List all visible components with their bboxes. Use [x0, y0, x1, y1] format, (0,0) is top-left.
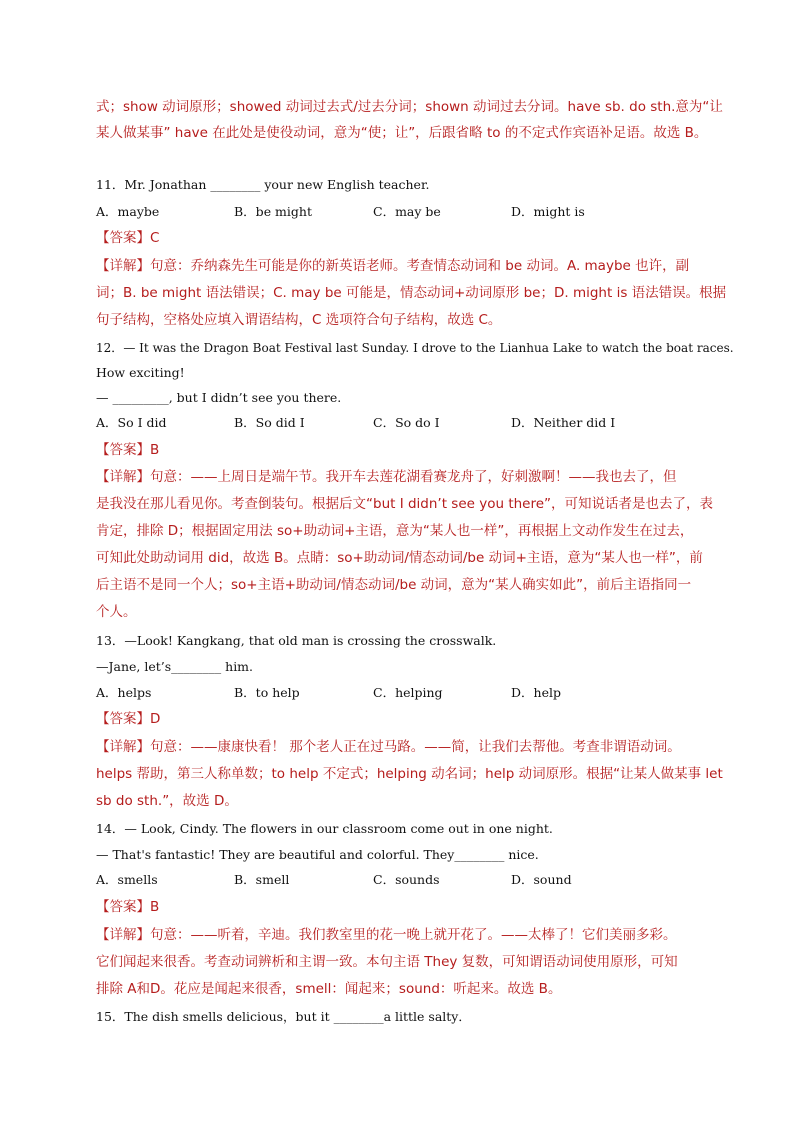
- option-d: D．might is: [511, 204, 585, 219]
- question-14-stem: 14．— Look, Cindy. The flowers in our classroom come out in one night.: [96, 821, 553, 836]
- explanation-line: 排除 A和D。花应是闻起来很香，smell：闻起来；sound：听起来。故选 B。: [96, 981, 562, 997]
- explanation-line: 【详解】句意：——康康快看！ 那个老人正在过马路。——简，让我们去帮他。考查非谓语动词。: [96, 739, 681, 755]
- option-c: C．sounds: [373, 872, 440, 887]
- question-15-stem: 15．The dish smells delicious，but it ________a little salty．: [96, 1009, 471, 1024]
- option-d: D．Neither did I: [511, 415, 616, 430]
- option-a: A．helps: [96, 685, 152, 700]
- explanation-line: 后主语不是同一个人；so+主语+助动词/情态动词/be 动词，意为“某人确实如此”，前后主语指同一: [96, 577, 692, 593]
- explanation-line: 【详解】句意：乔纳森先生可能是你的新英语老师。考查情态动词和 be 动词。A. maybe 也许，副: [96, 258, 690, 274]
- option-a: A．smells: [96, 872, 158, 887]
- explanation-line: 可知此处助动词用 did，故选 B。点睛：so+助动词/情态动词/be 动词+主语，意为“某人也一样”，前: [96, 550, 703, 566]
- explanation-line: 肯定，排除 D；根据固定用法 so+助动词+主语，意为“某人也一样”，再根据上文动作发生在过去，: [96, 523, 694, 539]
- question-12-stem: — _________, but I didn’t see you there.: [96, 390, 342, 405]
- explanation-line: 【详解】句意：——上周日是端午节。我开车去莲花湖看赛龙舟了，好刺激啊！——我也去了，但: [96, 469, 677, 485]
- option-c: C．helping: [373, 685, 443, 700]
- explanation-line: 是我没在那儿看见你。考查倒装句。根据后文“but I didn’t see you there”，可知说话者是也去了，表: [96, 496, 714, 512]
- explanation-line: 个人。: [96, 604, 137, 620]
- option-c: C．may be: [373, 204, 441, 219]
- explanation-line: helps 帮助，第三人称单数；to help 不定式；helping 动名词；help 动词原形。根据“让某人做某事 let: [96, 766, 723, 782]
- option-a: A．maybe: [96, 204, 160, 219]
- option-b: B．So did I: [234, 415, 305, 430]
- answer-label: 【答案】D: [96, 711, 161, 727]
- answer-label: 【答案】B: [96, 899, 160, 915]
- explanation-line: sb do sth.”，故选 D。: [96, 793, 238, 809]
- question-13-stem: 13．—Look! Kangkang, that old man is crossing the crosswalk.: [96, 633, 497, 648]
- explanation-line: 词；B. be might 语法错误；C. may be 可能是，情态动词+动词原形 be；D. might is 语法错误。根据: [96, 285, 727, 301]
- option-d: D．sound: [511, 872, 572, 887]
- explanation-line: 某人做某事” have 在此处是使役动词，意为“使；让”，后跟省略 to 的不定式作宾语补足语。故选 B。: [96, 125, 708, 141]
- question-13-stem: —Jane, let’s________ him.: [96, 659, 254, 674]
- question-14-stem: — That's fantastic! They are beautiful and colorful. They________ nice.: [96, 847, 539, 862]
- answer-label: 【答案】C: [96, 230, 160, 246]
- answer-label: 【答案】B: [96, 442, 160, 458]
- question-12-stem: How exciting!: [96, 365, 185, 380]
- option-a: A．So I did: [96, 415, 167, 430]
- explanation-line: 句子结构，空格处应填入谓语结构，C 选项符合句子结构，故选 C。: [96, 312, 502, 328]
- option-c: C．So do I: [373, 415, 440, 430]
- explanation-line: 【详解】句意：——听着，辛迪。我们教室里的花一晚上就开花了。——太棒了！它们美丽多彩。: [96, 927, 677, 943]
- option-b: B．to help: [234, 685, 300, 700]
- question-11-stem: 11．Mr. Jonathan ________ your new English teacher.: [96, 177, 430, 192]
- option-b: B．smell: [234, 872, 290, 887]
- explanation-line: 它们闻起来很香。考查动词辨析和主谓一致。本句主语 They 复数，可知谓语动词使用原形，可知: [96, 954, 678, 970]
- option-b: B．be might: [234, 204, 312, 219]
- question-12-stem: 12．— It was the Dragon Boat Festival last Sunday. I drove to the Lianhua Lake to watch the boat races.: [96, 340, 734, 355]
- explanation-line: 式；show 动词原形；showed 动词过去式/过去分词；shown 动词过去分词。have sb. do sth.意为“让: [96, 99, 723, 115]
- option-d: D．help: [511, 685, 561, 700]
